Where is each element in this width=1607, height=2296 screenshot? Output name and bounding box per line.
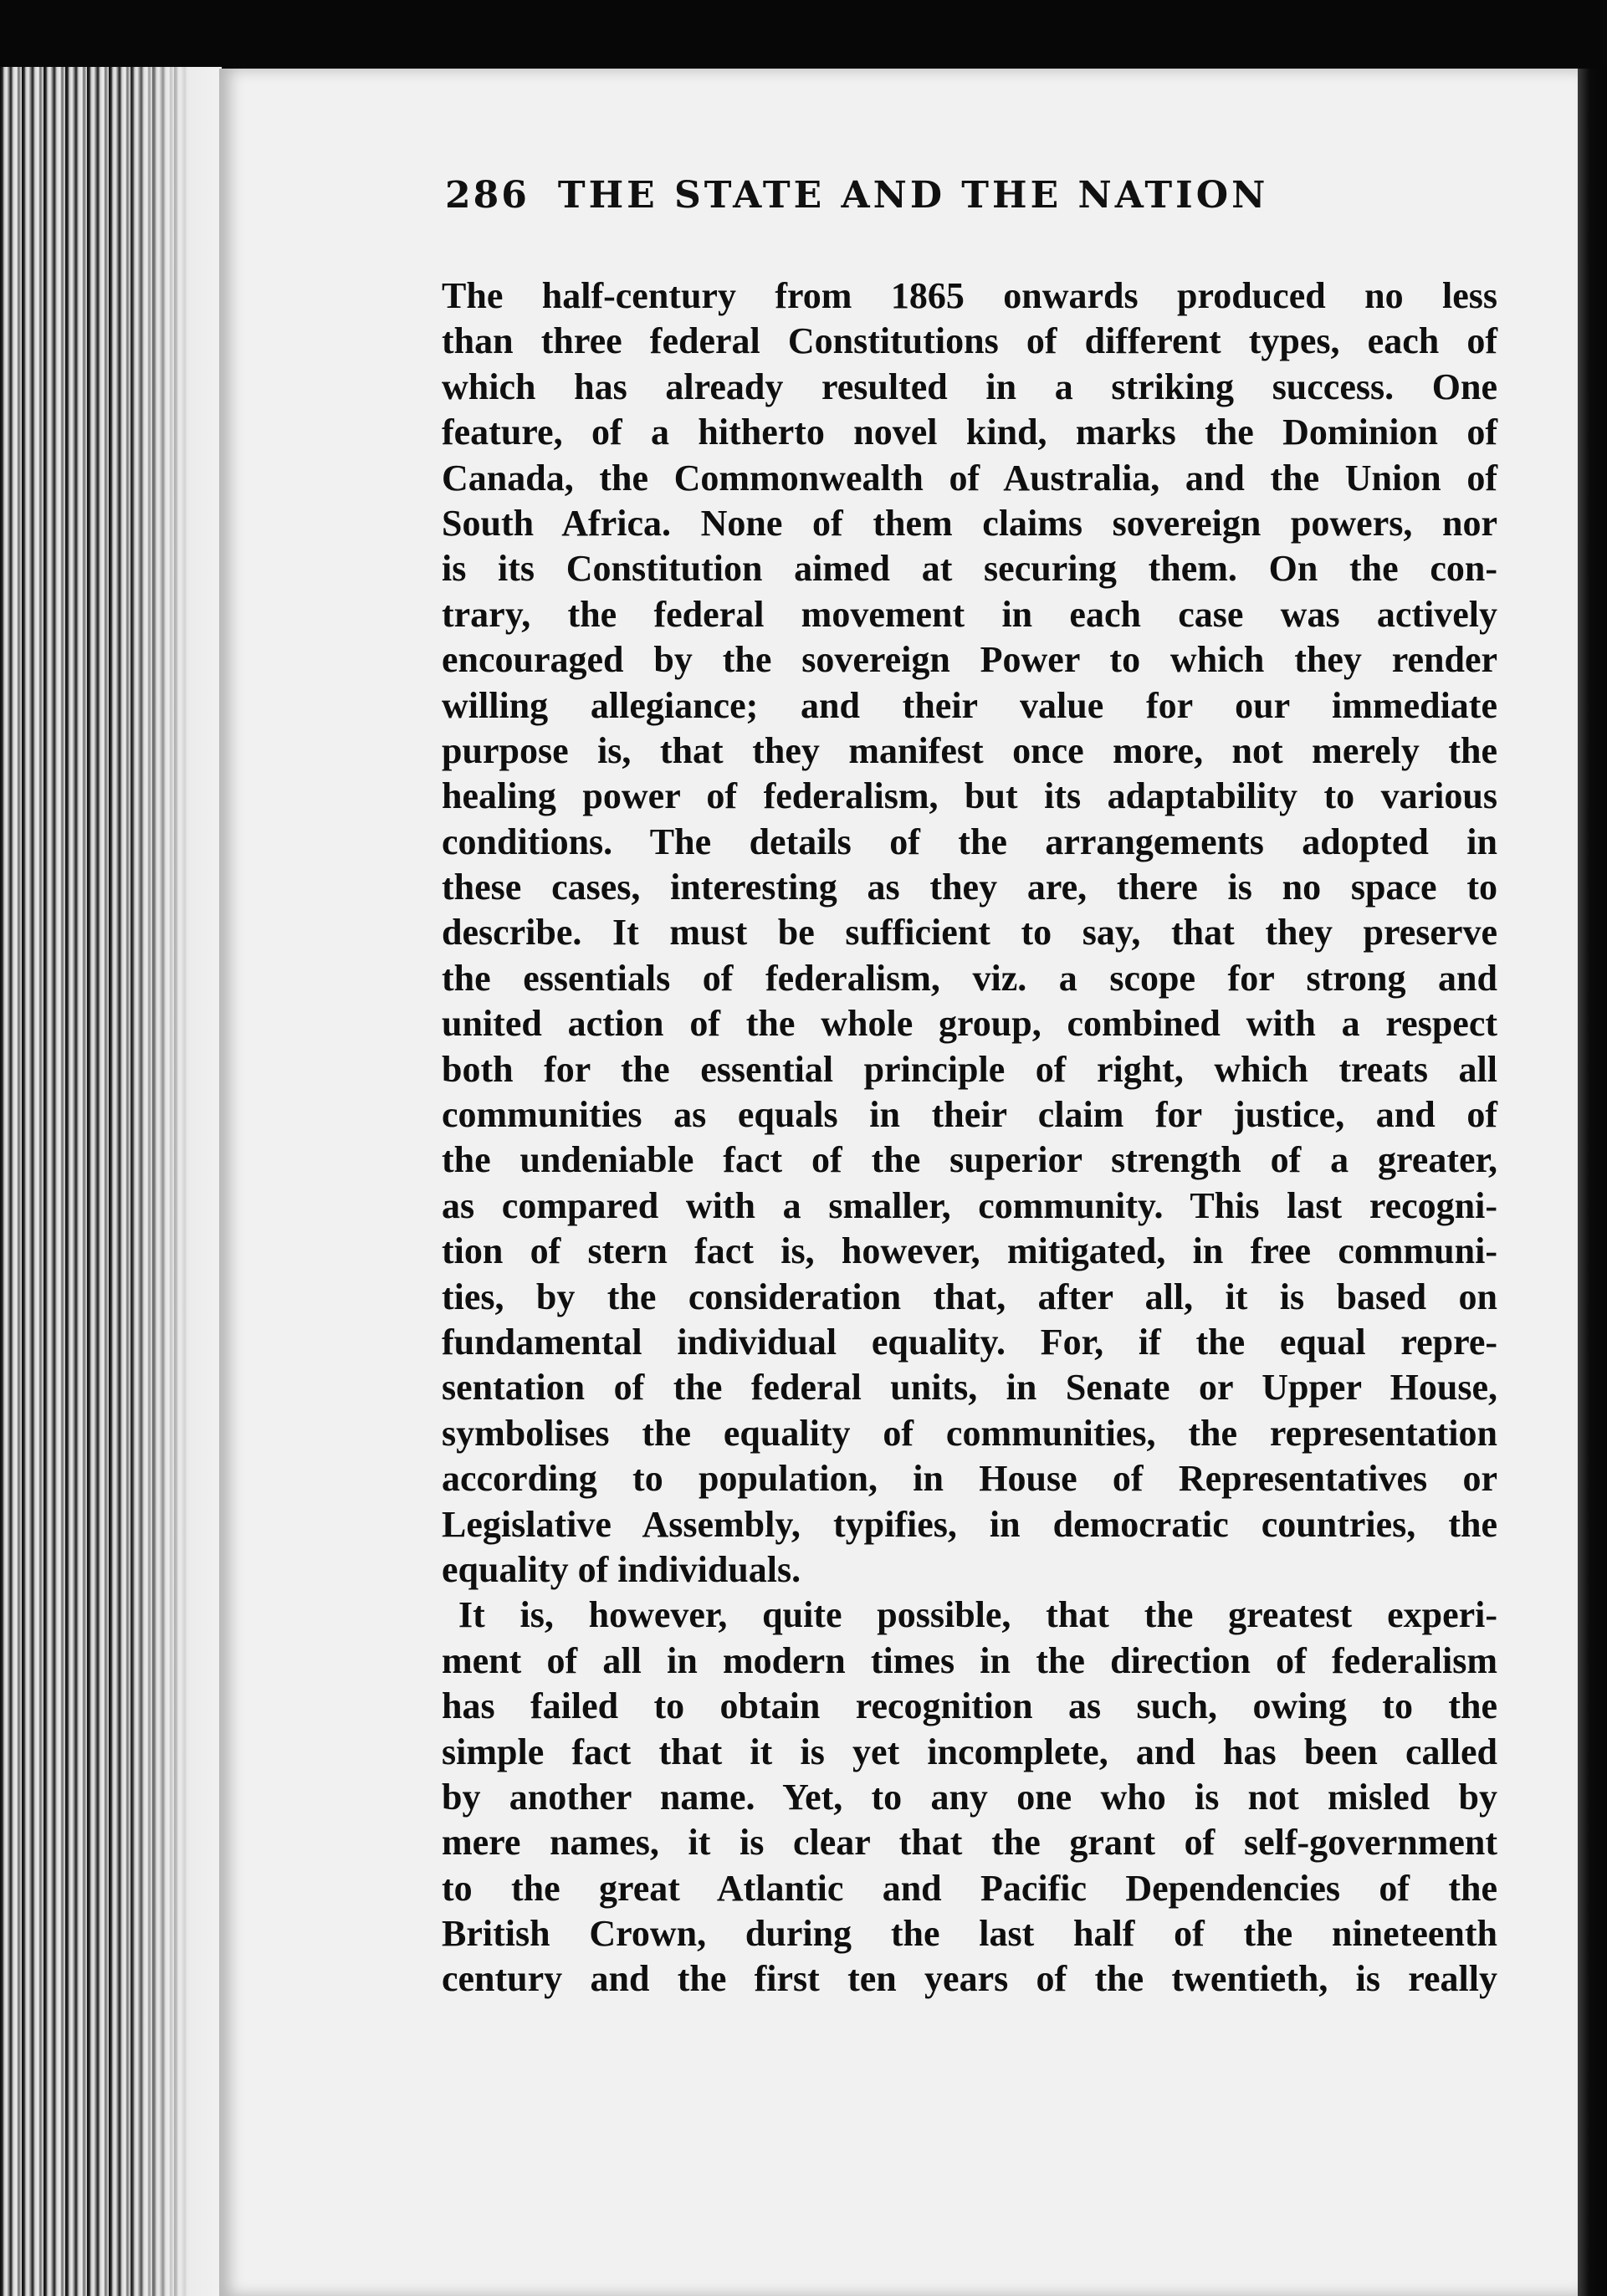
text-line: healing power of federalism, but its adaptability to various [442,775,1497,817]
text-line: to the great Atlantic and Pacific Dependencies of the [442,1867,1497,1909]
text-line: the undeniable fact of the superior strength of a greater, [442,1139,1497,1181]
text-line: Legislative Assembly, typifies, in democratic countries, the [442,1503,1497,1545]
text-line: both for the essential principle of right, which treats all [442,1048,1497,1090]
text-line: ties, by the consideration that, after all, it is based on [442,1276,1497,1317]
text-line: Canada, the Commonwealth of Australia, and the Union of [442,457,1497,499]
text-line: British Crown, during the last half of the nineteenth [442,1913,1497,1955]
text-line: conditions. The details of the arrangements adopted in [442,821,1497,862]
text-line: than three federal Constitutions of different types, each of [442,320,1497,362]
text-line: the essentials of federalism, viz. a scope for strong and [442,957,1497,999]
text-line: equality of individuals. [442,1548,801,1590]
text-line: simple fact that it is yet incomplete, and has been called [442,1731,1497,1772]
text-line: is its Constitution aimed at securing them. On the con- [442,548,1497,590]
text-line: mere names, it is clear that the grant of self-government [442,1822,1497,1864]
body-text [442,274,1497,2002]
text-line: these cases, interesting as they are, there is no space to [442,867,1497,908]
text-line: It is, however, quite possible, that the greatest experi- [458,1594,1497,1636]
text-line: communities as equals in their claim for justice, and of [442,1094,1497,1136]
page-header [445,174,1507,233]
text-line: The half-century from 1865 onwards produced no less [442,275,1497,316]
text-line: encouraged by the sovereign Power to which they render [442,639,1497,681]
text-line: feature, of a hitherto novel kind, marks the Dominion of [442,412,1497,453]
scan-border-top [0,0,1607,75]
text-line: century and the first ten years of the twentieth, is really [442,1958,1497,2000]
text-line: describe. It must be sufficient to say, that they preserve [442,912,1497,954]
page-edge-shadow [125,67,222,2296]
text-line: tion of stern fact is, however, mitigated, in free communi- [442,1230,1497,1272]
text-line: trary, the federal movement in each case was actively [442,593,1497,635]
page-number: 286 [445,174,530,217]
text-line: sentation of the federal units, in Senate or Upper House, [442,1367,1497,1409]
text-line: South Africa. None of them claims sovereign powers, nor [442,502,1497,544]
running-head: THE STATE AND THE NATION [557,174,1269,217]
text-line: according to population, in House of Representatives or [442,1458,1497,1500]
text-line: symbolises the equality of communities, the representation [442,1412,1497,1454]
text-line: by another name. Yet, to any one who is not misled by [442,1776,1497,1818]
text-line: willing allegiance; and their value for our immediate [442,684,1497,726]
text-line: ment of all in modern times in the direction of federalism [442,1639,1497,1681]
text-line: which has already resulted in a striking success. One [442,366,1497,407]
text-line: as compared with a smaller, community. This last recogni- [442,1184,1497,1226]
scan-border-right [1578,69,1607,2296]
text-line: purpose is, that they manifest once more, not merely the [442,729,1497,771]
text-line: united action of the whole group, combined with a respect [442,1003,1497,1045]
text-line: fundamental individual equality. For, if the equal repre- [442,1321,1497,1363]
text-line: has failed to obtain recognition as such, owing to the [442,1685,1497,1727]
